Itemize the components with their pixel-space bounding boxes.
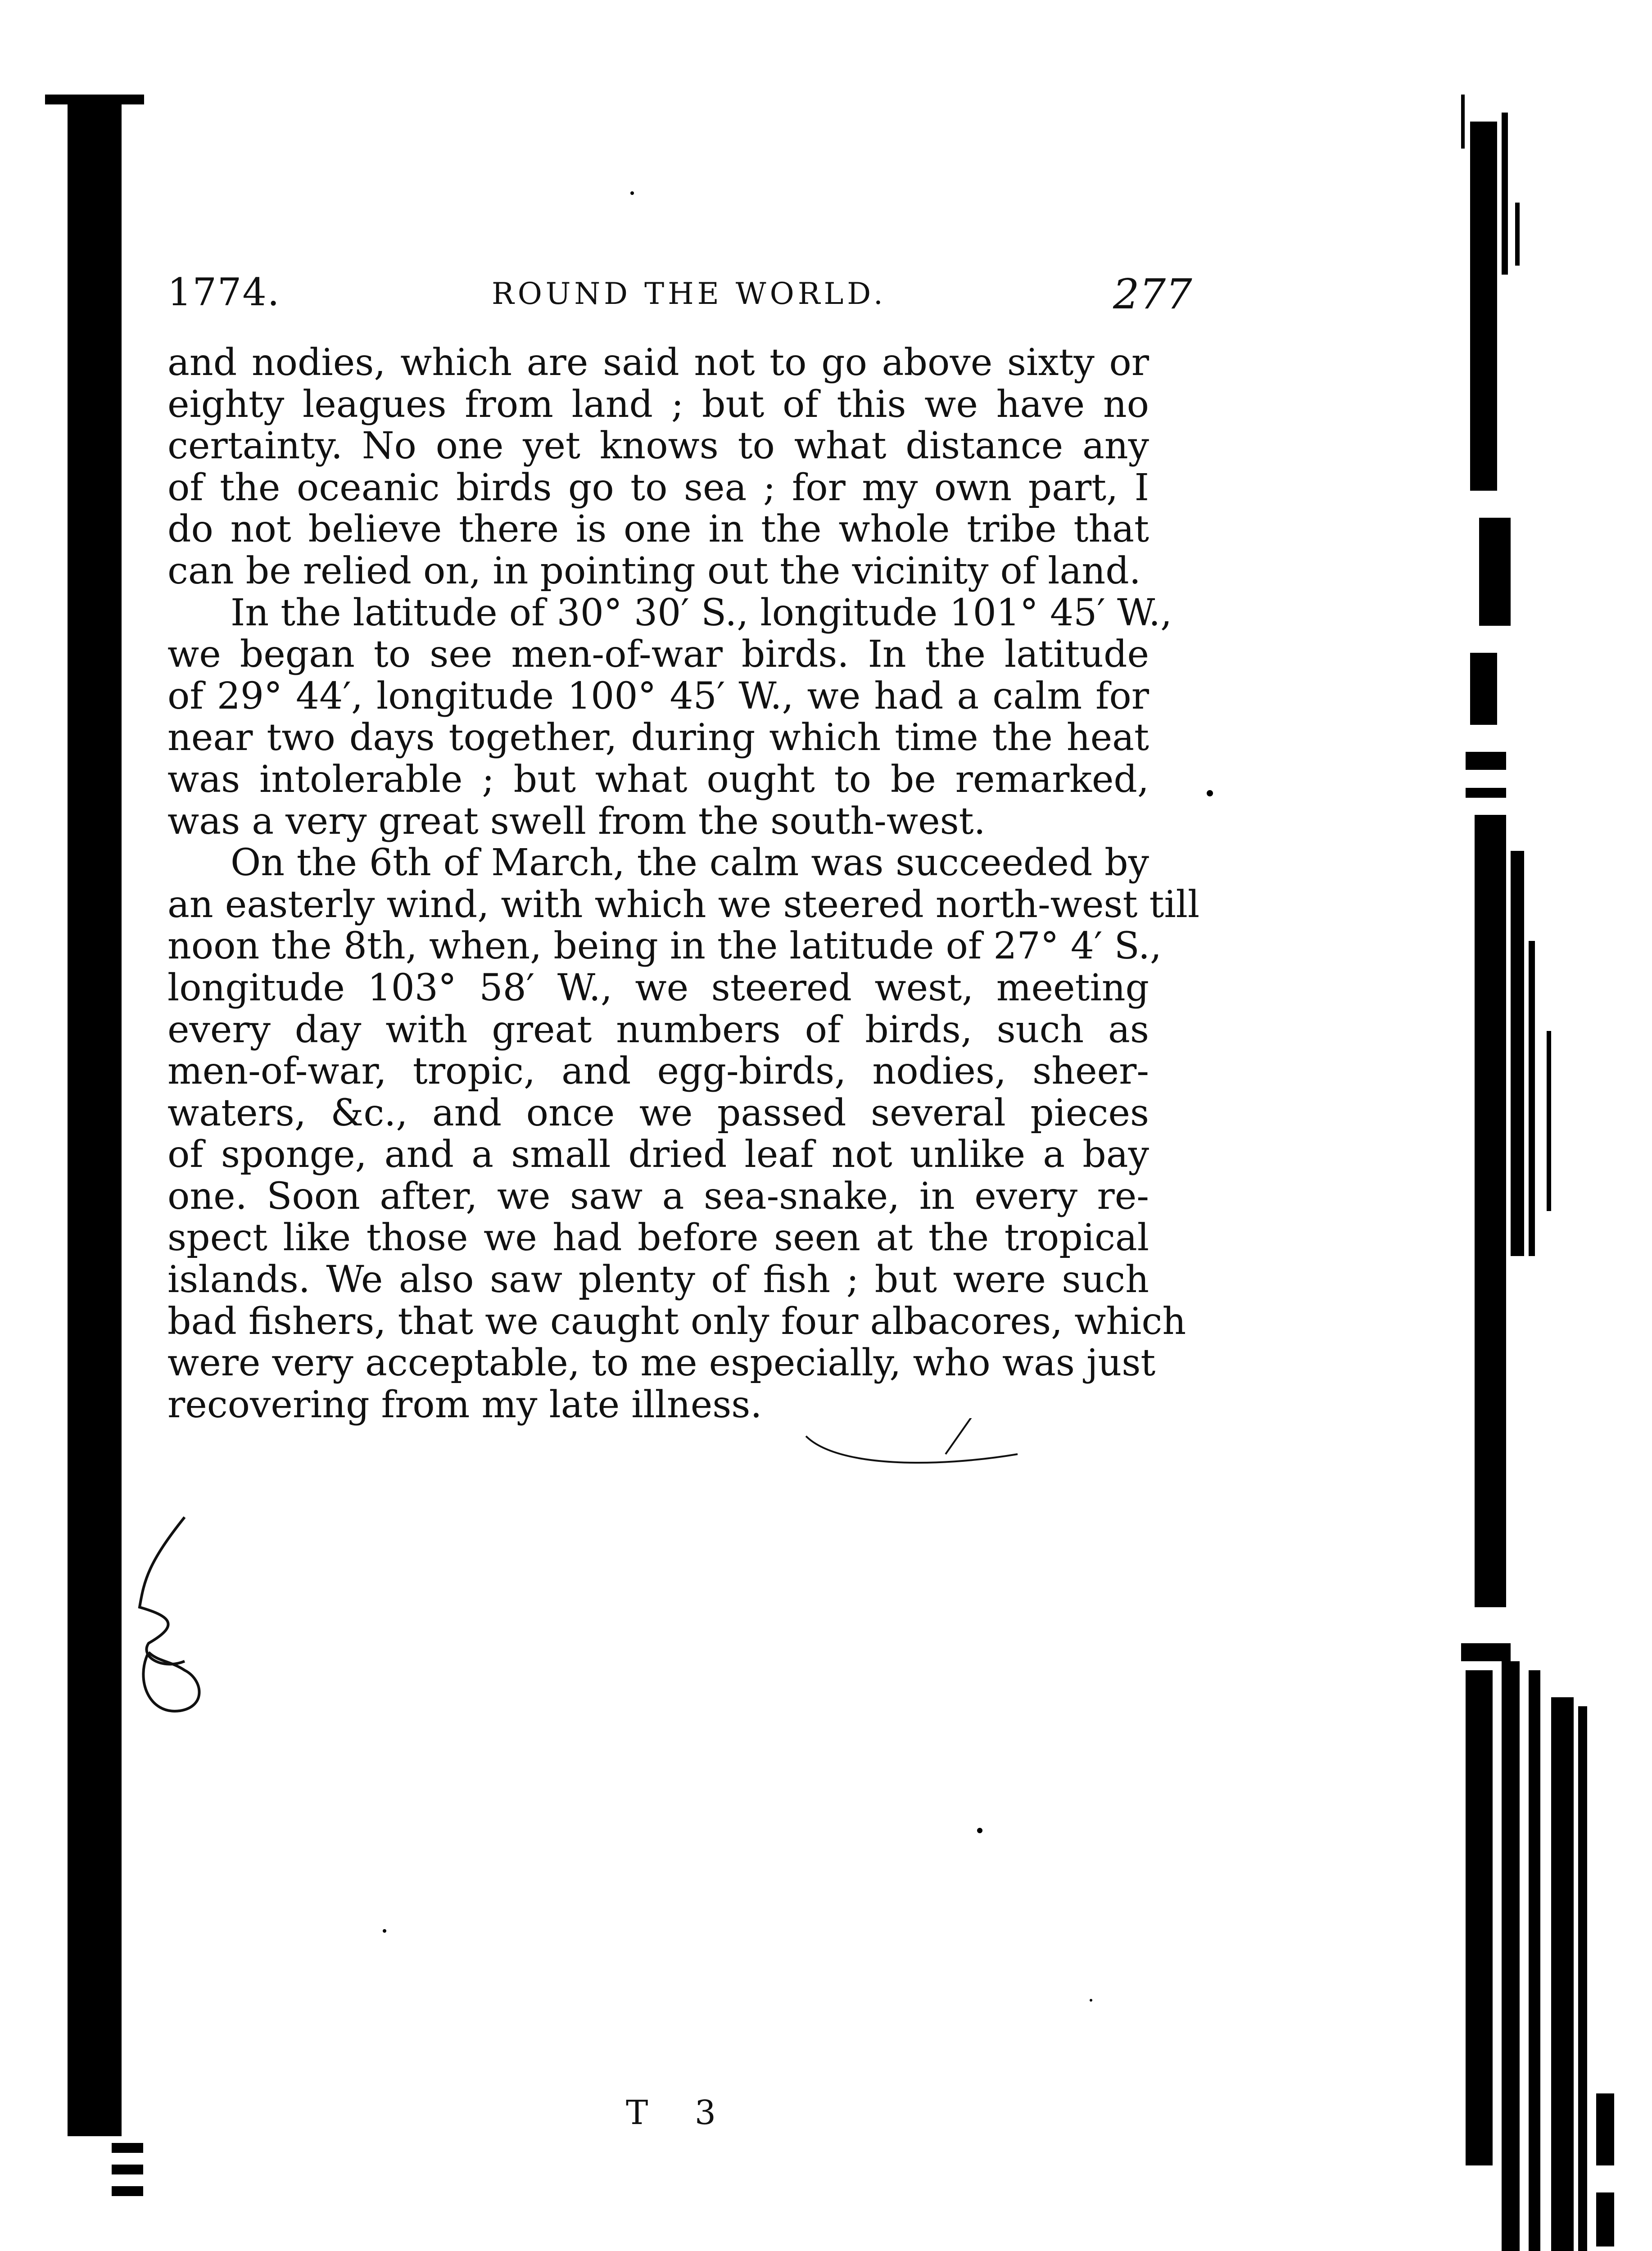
scan-speck [977,1828,982,1833]
scan-speck [383,1929,386,1933]
signature-mark: T 3 [626,2093,734,2132]
text-line: spect like those we had before seen at the tropical [167,1216,1149,1260]
text-line: was intolerable ; but what ought to be remarked, [167,758,1149,801]
text-line: of 29° 44′, longitude 100° 45′ W., we had a calm for [167,674,1149,718]
header-title: ROUND THE WORLD. [492,276,887,311]
binding-edge-marks [112,2143,143,2208]
margin-scribble-icon [131,1508,248,1742]
binding-edge [68,97,122,2136]
text-line: we began to see men-of-war birds. In the latitude [167,633,1149,676]
text-line: do not believe there is one in the whole tribe that [167,508,1149,551]
text-line: of sponge, and a small dried leaf not unlike a bay [167,1133,1149,1176]
header-year: 1774. [167,270,281,314]
text-line: bad fishers, that we caught only four albacores, which [167,1300,1186,1343]
scan-speck [630,191,634,195]
text-line: waters, &c., and once we passed several pieces [167,1091,1149,1135]
pen-flourish-icon [801,1418,1036,1472]
text-line: can be relied on, in pointing out the vicinity of land. [167,549,1141,592]
text-line: longitude 103° 58′ W., we steered west, meeting [167,966,1149,1009]
text-line: In the latitude of 30° 30′ S., longitude 101° 45′ W., [231,591,1172,634]
text-line: men-of-war, tropic, and egg-birds, nodies, sheer- [167,1050,1149,1093]
scan-speck [1090,1999,1092,2002]
text-line: certainty. No one yet knows to what distance any [167,425,1149,468]
text-line: recovering from my late illness. [167,1383,762,1426]
text-line: On the 6th of March, the calm was succeeded by [231,841,1149,885]
text-line: near two days together, during which time the heat [167,716,1149,759]
text-line: noon the 8th, when, being in the latitude of 27° 4′ S., [167,925,1162,968]
scan-speck [1207,790,1213,796]
running-head [167,270,1192,324]
page-number: 277 [1113,270,1192,318]
text-line: eighty leagues from land ; but of this we have no [167,383,1149,426]
text-line: every day with great numbers of birds, such as [167,1008,1149,1051]
text-line: one. Soon after, we saw a sea-snake, in every re- [167,1175,1149,1218]
text-line: and nodies, which are said not to go above sixty or [167,341,1149,384]
text-line: islands. We also saw plenty of fish ; but were such [167,1258,1149,1302]
text-line: were very acceptable, to me especially, who was just [167,1342,1156,1385]
scan-edge-noise [1461,86,1614,2251]
text-line: of the oceanic birds go to sea ; for my own part, I [167,466,1149,509]
body-text [167,341,1200,1426]
text-line: was a very great swell from the south-west. [167,800,986,843]
text-line: an easterly wind, with which we steered north-west till [167,883,1200,926]
